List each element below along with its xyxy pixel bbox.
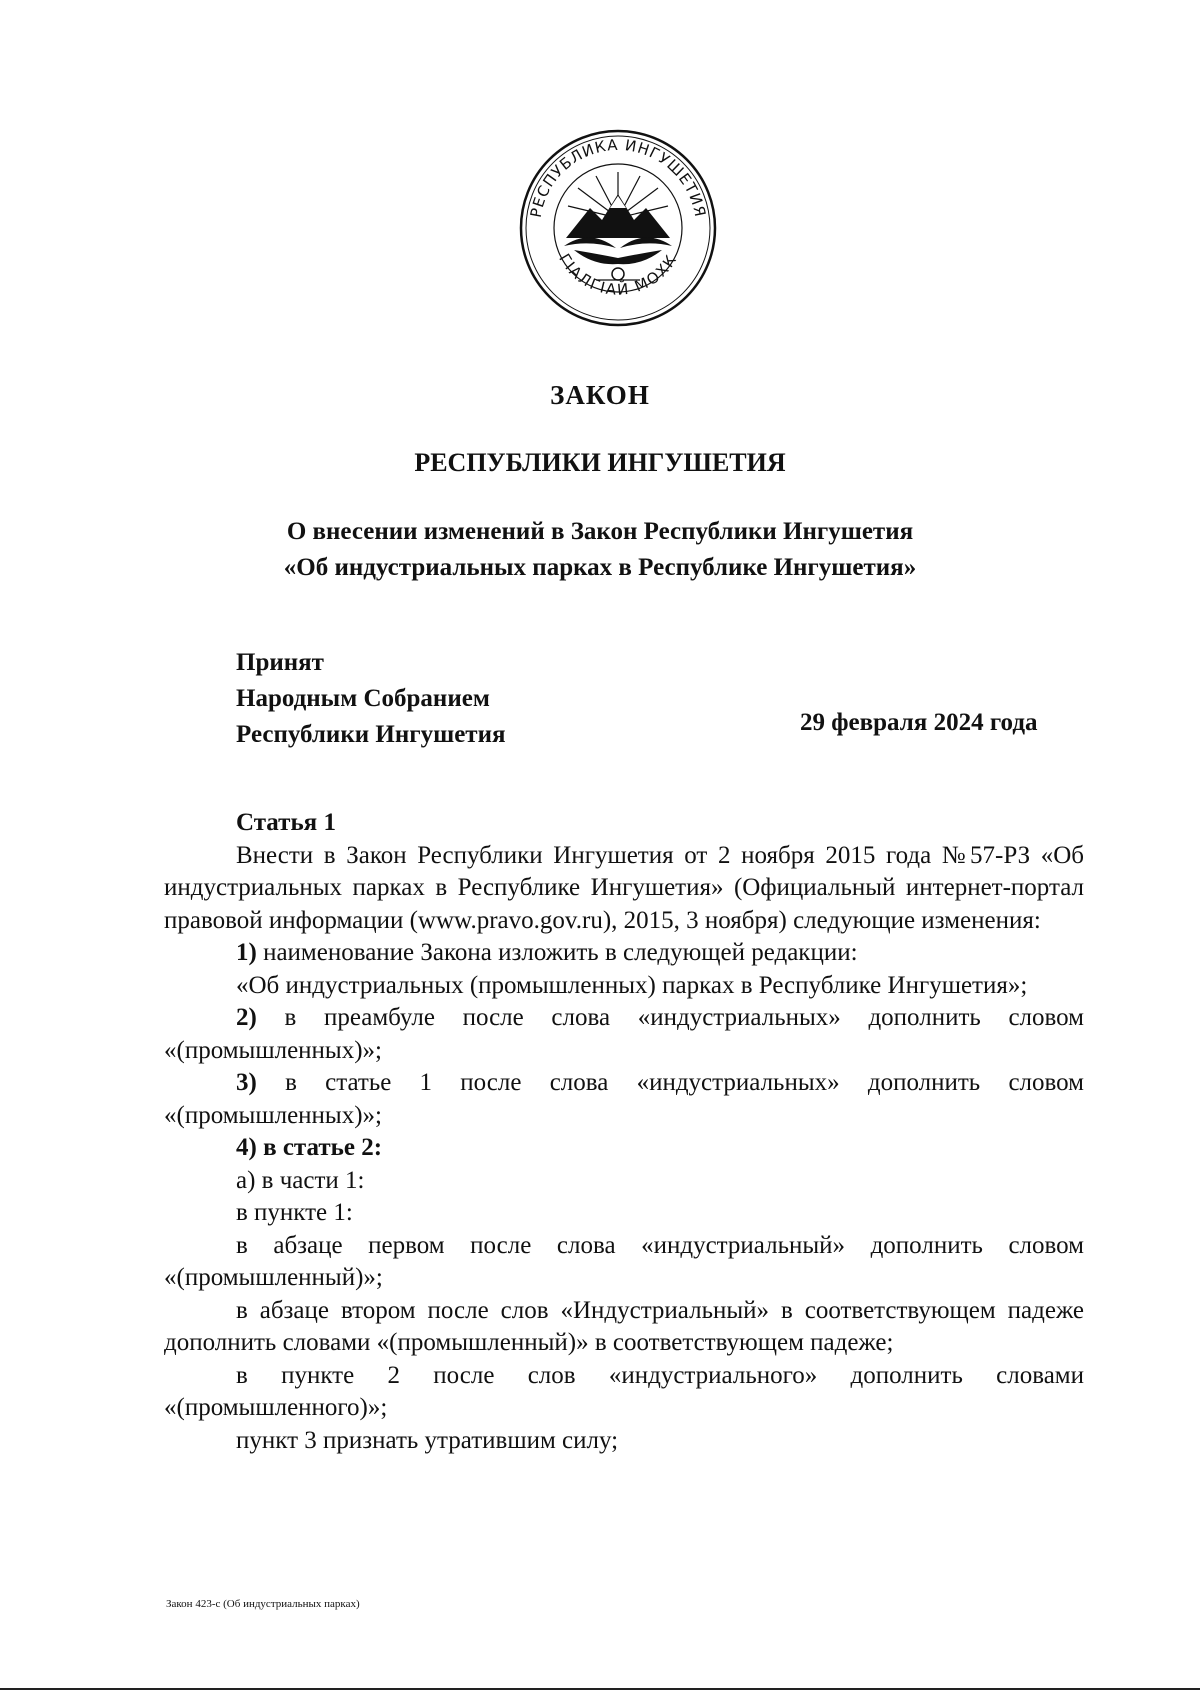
- adoption-line-1: Принят: [236, 649, 324, 676]
- article-title: Статья 1: [236, 809, 336, 836]
- seal-bottom-text: ГІАЛГІАЙ МОХК: [555, 250, 681, 299]
- document-title: ЗАКОН: [550, 380, 650, 410]
- article-paragraph: в абзаце первом после слова «индустриальный» дополнить словом «(промышленный)»;: [164, 1231, 1084, 1291]
- article-paragraph: в пункте 2 после слов «индустриального» дополнить словами «(промышленного)»;: [164, 1361, 1084, 1421]
- article-paragraph: в абзаце втором после слов «Индустриальный» в соответствующем падеже дополнить словами «(промышленный)» в соответствующем падеже;: [164, 1296, 1084, 1356]
- document-subtitle: РЕСПУБЛИКИ ИНГУШЕТИЯ: [414, 448, 786, 477]
- republic-seal: [518, 128, 718, 328]
- adoption-date: 29 февраля 2024 года: [800, 709, 1038, 736]
- article-paragraph: Внести в Закон Республики Ингушетия от 2 ноября 2015 года №57-РЗ «Об индустриальных парках в Республике Ингушетия» (Официальный интернет-портал правовой информации (www.pravo.gov.ru), 2015, 3 ноября) следующие изменения:: [164, 841, 1084, 934]
- article-paragraph: 4) в статье 2:: [236, 1134, 383, 1161]
- footer-note: Закон 423-с (Об индустриальных парках): [166, 1598, 360, 1610]
- seal-top-text: РЕСПУБЛИКА ИНГУШЕТИЯ: [526, 135, 710, 220]
- adoption-block: [236, 645, 506, 753]
- article-paragraph: 2) в преамбуле после слова «индустриальных» дополнить словом «(промышленных)»;: [164, 1004, 1084, 1064]
- article-paragraph: 1) наименование Закона изложить в следующей редакции:: [236, 939, 858, 966]
- bottom-rule: [0, 1688, 1200, 1690]
- document-subject: [0, 514, 1200, 586]
- svg-text:ГІАЛГІАЙ МОХК: [555, 250, 681, 298]
- adoption-line-2: Народным Собранием: [236, 685, 490, 712]
- article-body: [164, 807, 1084, 1457]
- subject-line-1: О внесении изменений в Закон Республики Ингушетия: [286, 518, 914, 545]
- article-paragraph: а) в части 1:: [236, 1166, 365, 1194]
- subject-line-2: «Об индустриальных парках в Республике Ингушетия»: [283, 554, 917, 581]
- article-paragraph: «Об индустриальных (промышленных) парках в Республике Ингушетия»;: [236, 971, 1028, 999]
- adoption-line-3: Республики Ингушетия: [236, 721, 506, 748]
- article-paragraph: пункт 3 признать утратившим силу;: [236, 1426, 619, 1454]
- article-paragraph: 3) в статье 1 после слова «индустриальных» дополнить словом «(промышленных)»;: [164, 1069, 1084, 1129]
- article-paragraph: в пункте 1:: [236, 1199, 353, 1226]
